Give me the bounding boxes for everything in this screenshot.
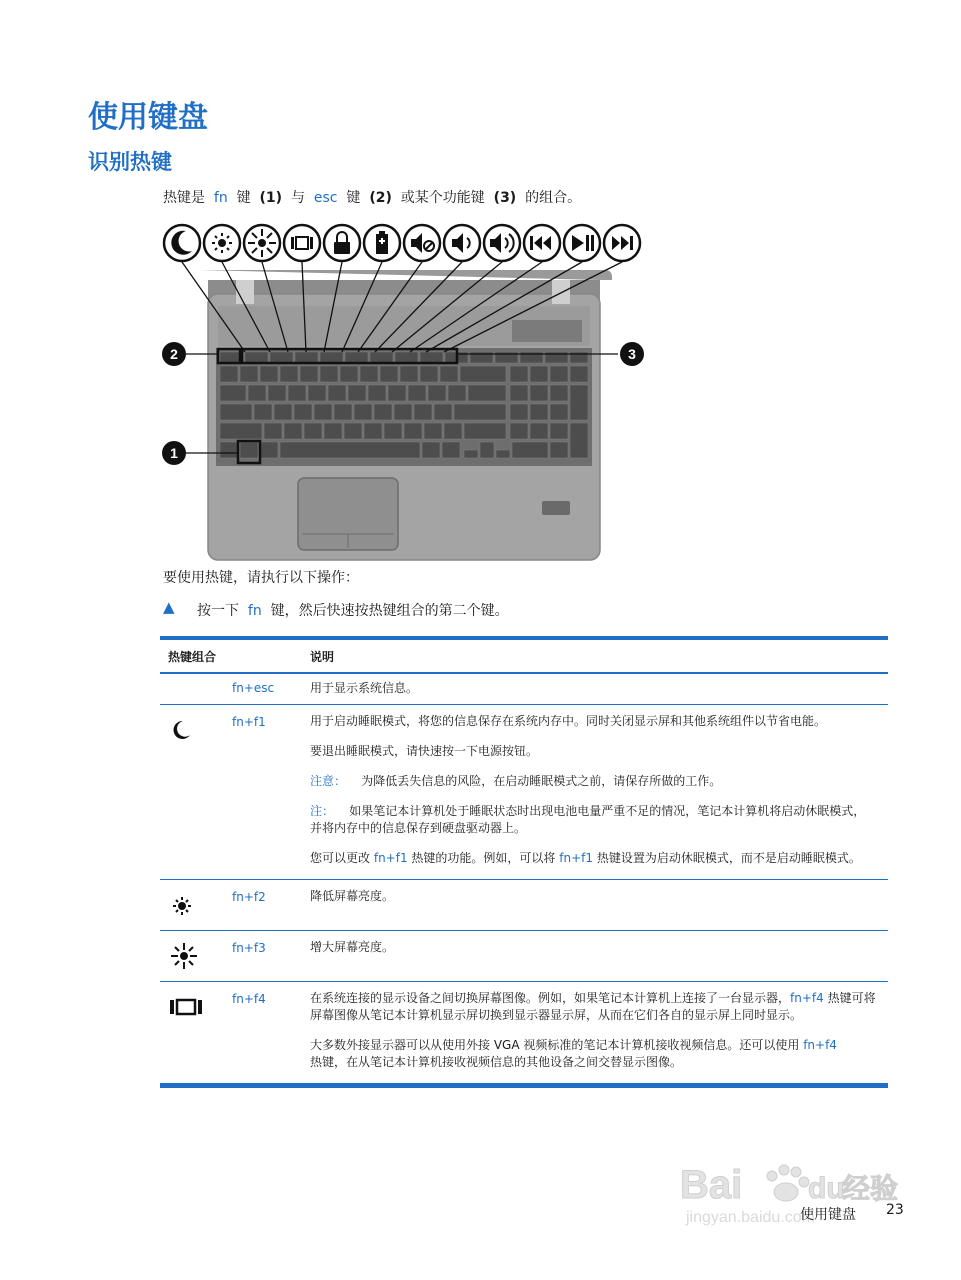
description-text: 用于显示系统信息。 xyxy=(310,681,419,695)
hotkey-label: fn+esc xyxy=(232,681,275,695)
hotkey-label: fn+f1 xyxy=(232,715,266,729)
hotkey-label: fn+f4 xyxy=(232,992,266,1006)
description-text: 在系统连接的显示设备之间切换屏幕图像。例如，如果笔记本计算机上连接了一台显示器，fn+f4 热键可将屏幕图像从笔记本计算机显示屏切换到显示器显示屏，从而在它们各自的显示屏上同时显示。 xyxy=(310,991,876,1022)
description-text: 大多数外接显示器可以从使用外接 VGA 视频标准的笔记本计算机接收视频信息。还可以使用 fn+f4 热键，在从笔记本计算机接收视频信息的其他设备之间交替显示图像。 xyxy=(310,1038,837,1069)
table-row xyxy=(160,705,888,880)
moon-icon xyxy=(164,225,200,261)
note-text: 如果笔记本计算机处于睡眠状态时出现电池电量严重不足的情况，笔记本计算机将启动休眠模式，并将内存中的信息保存到硬盘驱动器上。 xyxy=(310,804,866,835)
moon-icon xyxy=(170,719,192,741)
hotkey-table xyxy=(160,636,888,1088)
column-header-description: 说明 xyxy=(310,649,335,664)
baidu-watermark-logo xyxy=(678,1158,908,1228)
svg-text:经验: 经验 xyxy=(842,1173,899,1204)
step-text-part: 键，然后快速按热键组合的第二个键。 xyxy=(270,603,509,619)
description-text: 要退出睡眠模式，请快速按一下电源按钮。 xyxy=(310,744,539,758)
intro-text: 键 xyxy=(346,190,361,206)
caution-label: 注意： xyxy=(310,774,347,788)
fn-key-label: fn xyxy=(247,603,262,619)
display-switch-icon xyxy=(284,225,320,261)
page-heading: 使用键盘 xyxy=(88,100,208,135)
svg-text:jingyan.baidu.com: jingyan.baidu.com xyxy=(686,1209,815,1226)
brightness-up-icon xyxy=(170,942,198,970)
caution-text: 为降低丢失信息的风险，在启动睡眠模式之前，请保存所做的工作。 xyxy=(361,774,722,788)
column-header-hotkey: 热键组合 xyxy=(168,649,217,664)
table-header xyxy=(160,640,888,674)
description-text: 增大屏幕亮度。 xyxy=(310,940,395,954)
callout-ref-2: (2) xyxy=(369,190,392,206)
step-text-part: 按一下 xyxy=(197,603,239,619)
intro-text: 热键是 xyxy=(163,190,205,206)
hotkey-label: fn+f2 xyxy=(232,890,266,904)
svg-text:Bai: Bai xyxy=(680,1163,743,1207)
intro-text: 或某个功能键 xyxy=(400,190,485,206)
callout-3: 3 xyxy=(628,346,636,362)
table-row xyxy=(160,931,888,982)
callout-1: 1 xyxy=(170,445,178,461)
keyboard-illustration xyxy=(160,222,650,564)
fn-key-label: fn xyxy=(213,190,228,206)
display-switch-icon xyxy=(170,998,202,1016)
description-text: 用于启动睡眠模式，将您的信息保存在系统内存中。同时关闭显示屏和其他系统组件以节省电能。 xyxy=(310,714,827,728)
hotkey-label: fn+f3 xyxy=(232,941,266,955)
callout-2: 2 xyxy=(170,346,178,362)
callout-ref-3: (3) xyxy=(493,190,517,206)
description-text: 降低屏幕亮度。 xyxy=(310,889,395,903)
intro-text: 的组合。 xyxy=(525,190,582,206)
table-row xyxy=(160,982,888,1084)
description-text: 您可以更改 fn+f1 热键的功能。例如，可以将 fn+f1 热键设置为启动休眠模式，而不是启动睡眠模式。 xyxy=(310,851,861,865)
brightness-down-icon xyxy=(170,894,194,918)
instruction-text: 要使用热键，请执行以下操作： xyxy=(163,570,359,586)
step-text xyxy=(197,600,509,620)
intro-text: 键 xyxy=(236,190,251,206)
triangle-bullet-icon: ▲ xyxy=(163,598,175,616)
note-label: 注： xyxy=(310,804,335,818)
table-row xyxy=(160,674,888,705)
intro-paragraph xyxy=(163,187,581,207)
caution-note xyxy=(310,773,876,790)
intro-text: 与 xyxy=(290,190,305,206)
section-heading: 识别热键 xyxy=(88,150,172,174)
note xyxy=(310,803,876,837)
footer-chapter-title: 使用键盘 xyxy=(800,1207,856,1223)
page-number: 23 xyxy=(886,1202,904,1218)
esc-key-label: esc xyxy=(313,190,338,206)
svg-text:du: du xyxy=(808,1172,845,1205)
callout-ref-1: (1) xyxy=(259,190,283,206)
table-row xyxy=(160,880,888,931)
